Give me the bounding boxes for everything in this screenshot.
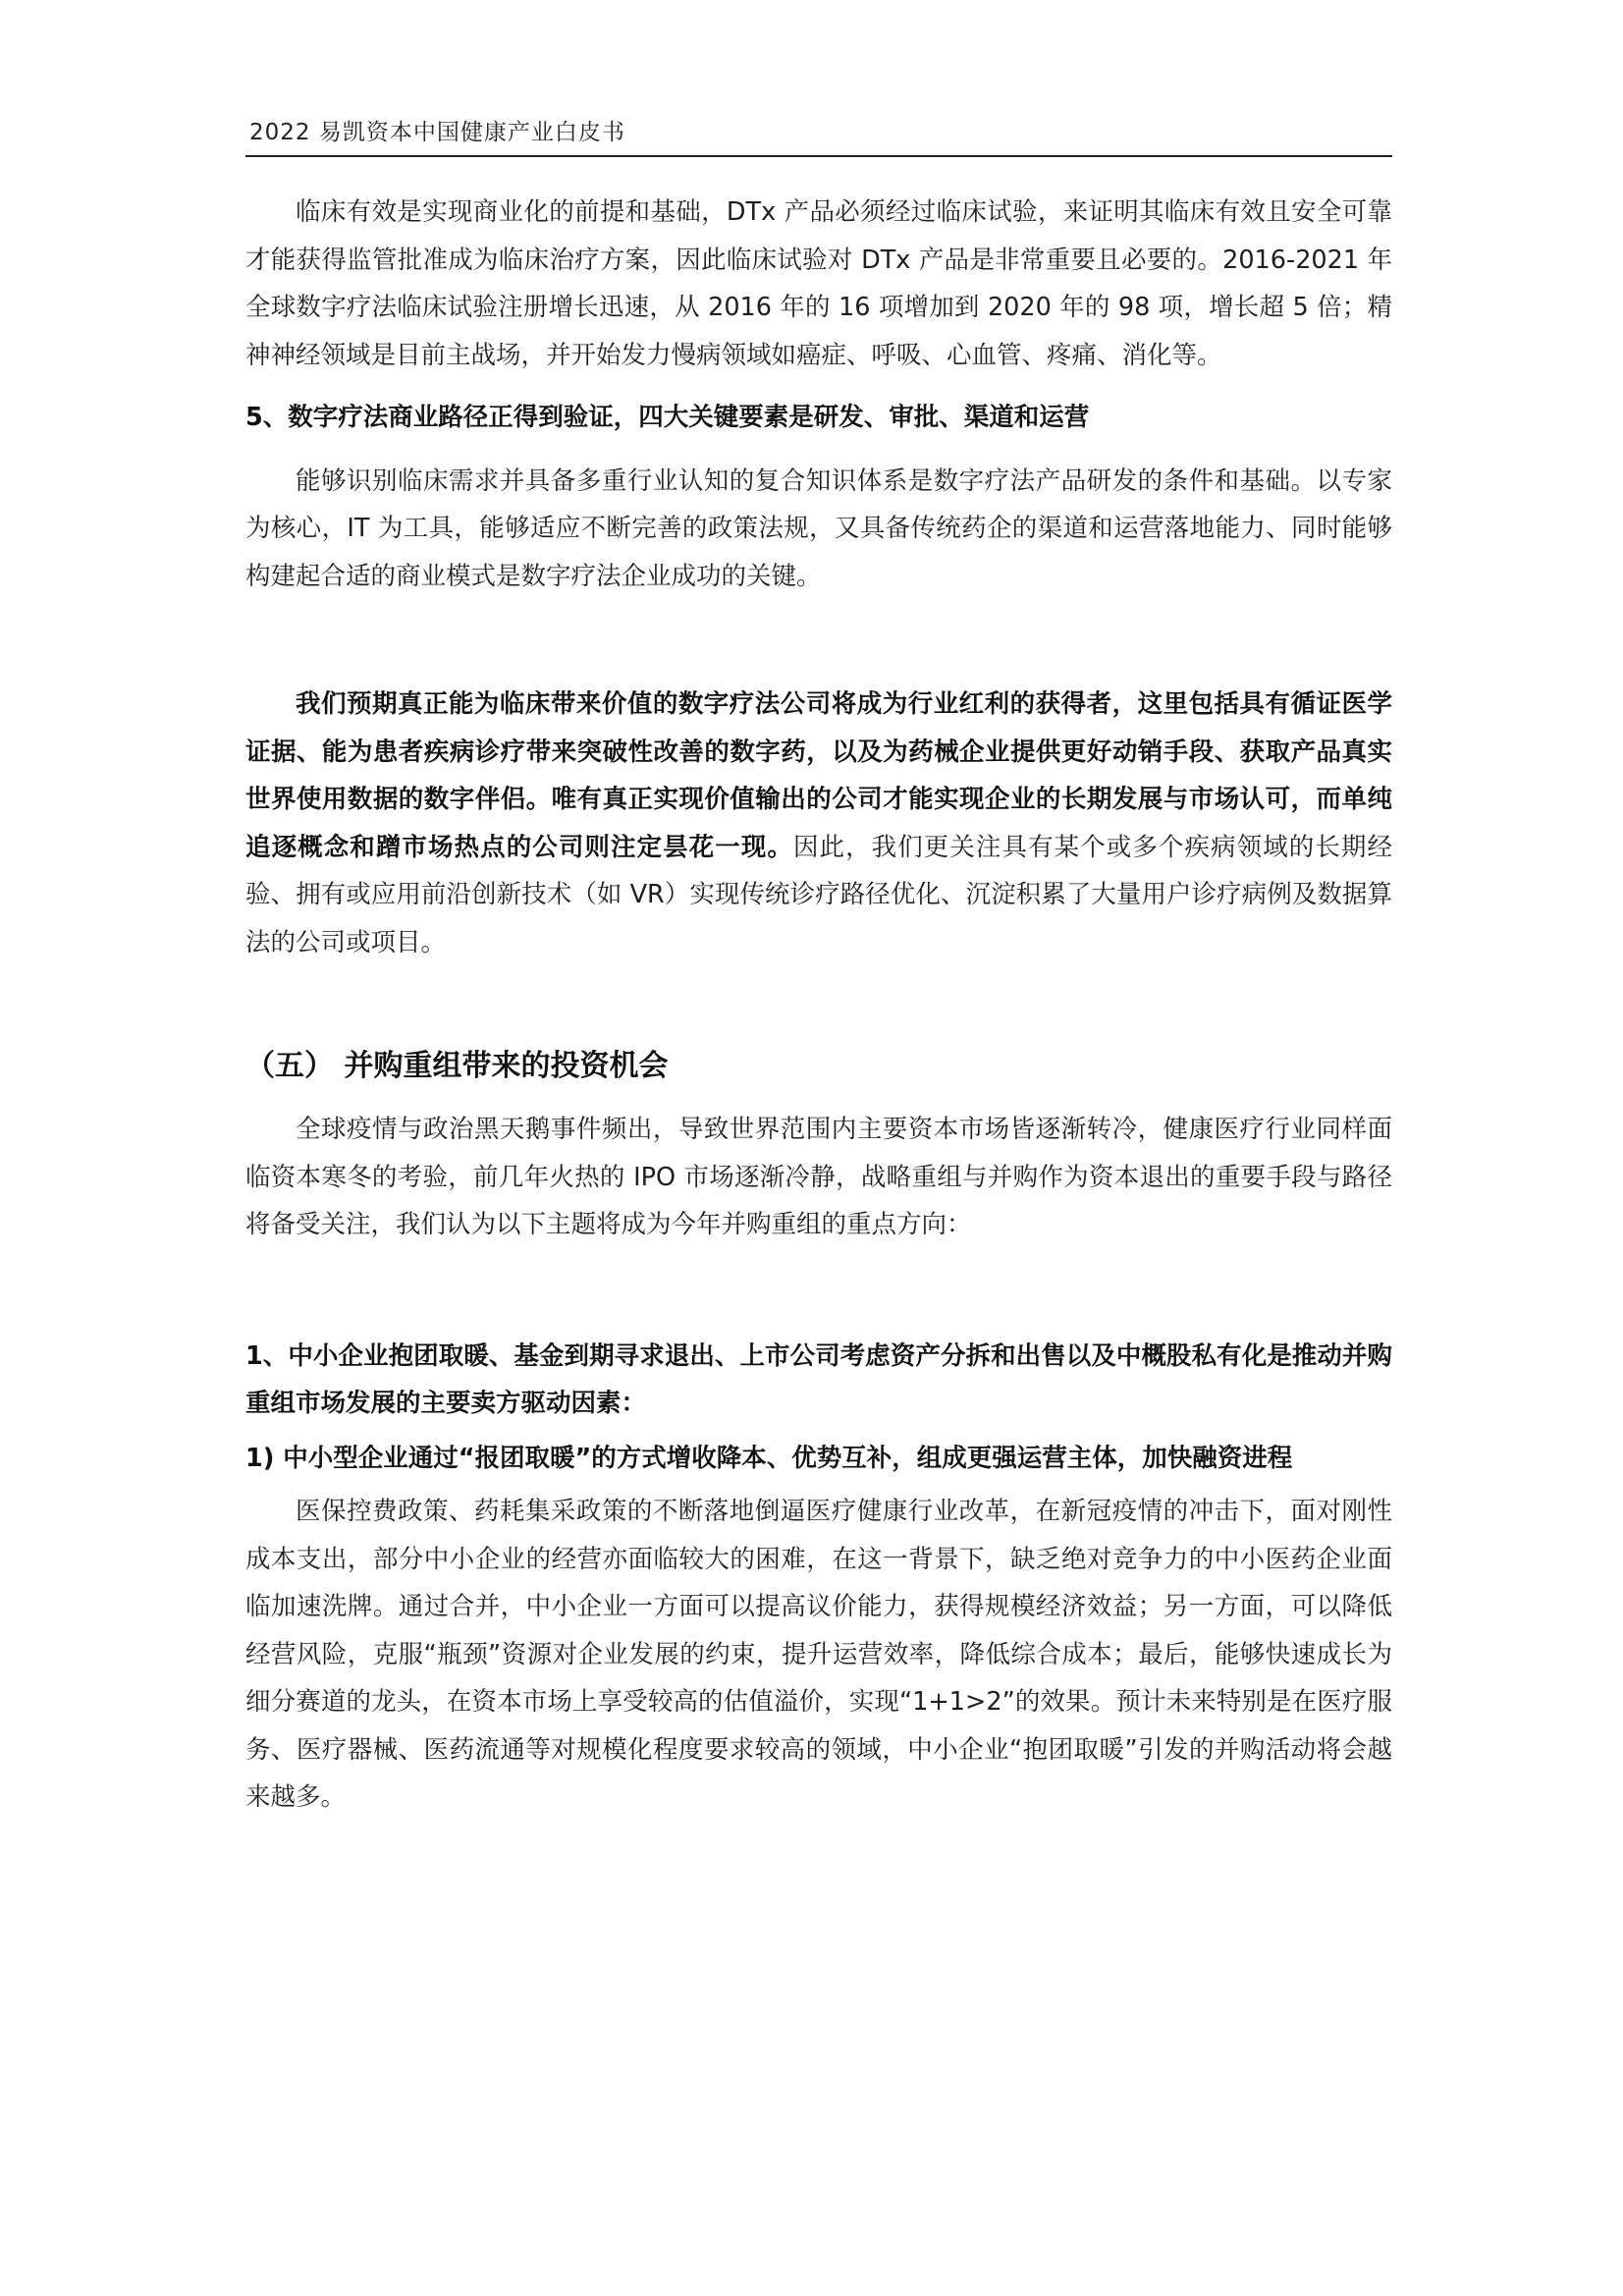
heading-sme-consolidation: 1) 中小型企业通过“报团取暖”的方式增收降本、优势互补，组成更强运营主体，加快融资进程 bbox=[245, 1443, 1293, 1473]
paragraph-ma-intro: 全球疫情与政治黑天鹅事件频出，导致世界范围内主要资本市场皆逐渐转冷，健康医疗行业同样面临资本寒冬的考验，前几年火热的 IPO 市场逐渐冷静，战略重组与并购作为资本退出的重要手段与路径将备受关注，我们认为以下主题将成为今年并购重组的重点方向： bbox=[245, 1115, 1392, 1239]
paragraph-outlook bbox=[245, 681, 1392, 966]
outlook-bold-text: 我们预期真正能为临床带来价值的数字疗法公司将成为行业红利的获得者，这里包括具有循证医学证据、能为患者疾病诊疗带来突破性改善的数字药，以及为药械企业提供更好动销手段、获取产品真实世界使用数据的数字伴侣。唯有真正实现价值输出的公司才能实现企业的长期发展与市场认可，而单纯追逐概念和蹭市场热点的公司则注定昙花一现。 bbox=[245, 689, 1392, 862]
heading-seller-drivers: 1、中小企业抱团取暖、基金到期寻求退出、上市公司考虑资产分拆和出售以及中概股私有化是推动并购重组市场发展的主要卖方驱动因素： bbox=[245, 1340, 1392, 1418]
heading-business-path: 5、数字疗法商业路径正得到验证，四大关键要素是研发、审批、渠道和运营 bbox=[245, 403, 1090, 432]
header-title: 2022 易凯资本中国健康产业白皮书 bbox=[249, 120, 625, 145]
paragraph-sme-detail: 医保控费政策、药耗集采政策的不断落地倒逼医疗健康行业改革，在新冠疫情的冲击下，面对刚性成本支出，部分中小企业的经营亦面临较大的困难，在这一背景下，缺乏绝对竞争力的中小医药企业面临加速洗牌。通过合并，中小企业一方面可以提高议价能力，获得规模经济效益；另一方面，可以降低经营风险，克服“瓶颈”资源对企业发展的约束，提升运营效率，降低综合成本；最后，能够快速成长为细分赛道的龙头，在资本市场上享受较高的估值溢价，实现“1+1>2”的效果。预计未来特别是在医疗服务、医疗器械、医药流通等对规模化程度要求较高的领域，中小企业“抱团取暖”引发的并购活动将会越来越多。 bbox=[245, 1497, 1392, 1812]
section-title-ma: （五） 并购重组带来的投资机会 bbox=[245, 1049, 669, 1083]
paragraph-clinical-trials: 临床有效是实现商业化的前提和基础，DTx 产品必须经过临床试验，来证明其临床有效且安全可靠才能获得监管批准成为临床治疗方案，因此临床试验对 DTx 产品是非常重要且必要的。2016-2021 年全球数字疗法临床试验注册增长迅速，从 2016 年的 16 项增加到 2020 年的 98 项，增长超 5 倍；精神神经领域是目前主战场，并开始发力慢病领域如癌症、呼吸、心血管、疼痛、消化等。 bbox=[245, 197, 1392, 370]
page-header bbox=[245, 110, 1392, 157]
paragraph-key-factors: 能够识别临床需求并具备多重行业认知的复合知识体系是数字疗法产品研发的条件和基础。以专家为核心，IT 为工具，能够适应不断完善的政策法规，又具备传统药企的渠道和运营落地能力、同时能够构建起合适的商业模式是数字疗法企业成功的关键。 bbox=[245, 465, 1392, 591]
outlook-rest-text: 因此，我们更关注具有某个或多个疾病领域的长期经验、拥有或应用前沿创新技术（如 VR）实现传统诊疗路径优化、沉淀积累了大量用户诊疗病例及数据算法的公司或项目。 bbox=[245, 832, 1392, 957]
document-body bbox=[245, 189, 1392, 1822]
